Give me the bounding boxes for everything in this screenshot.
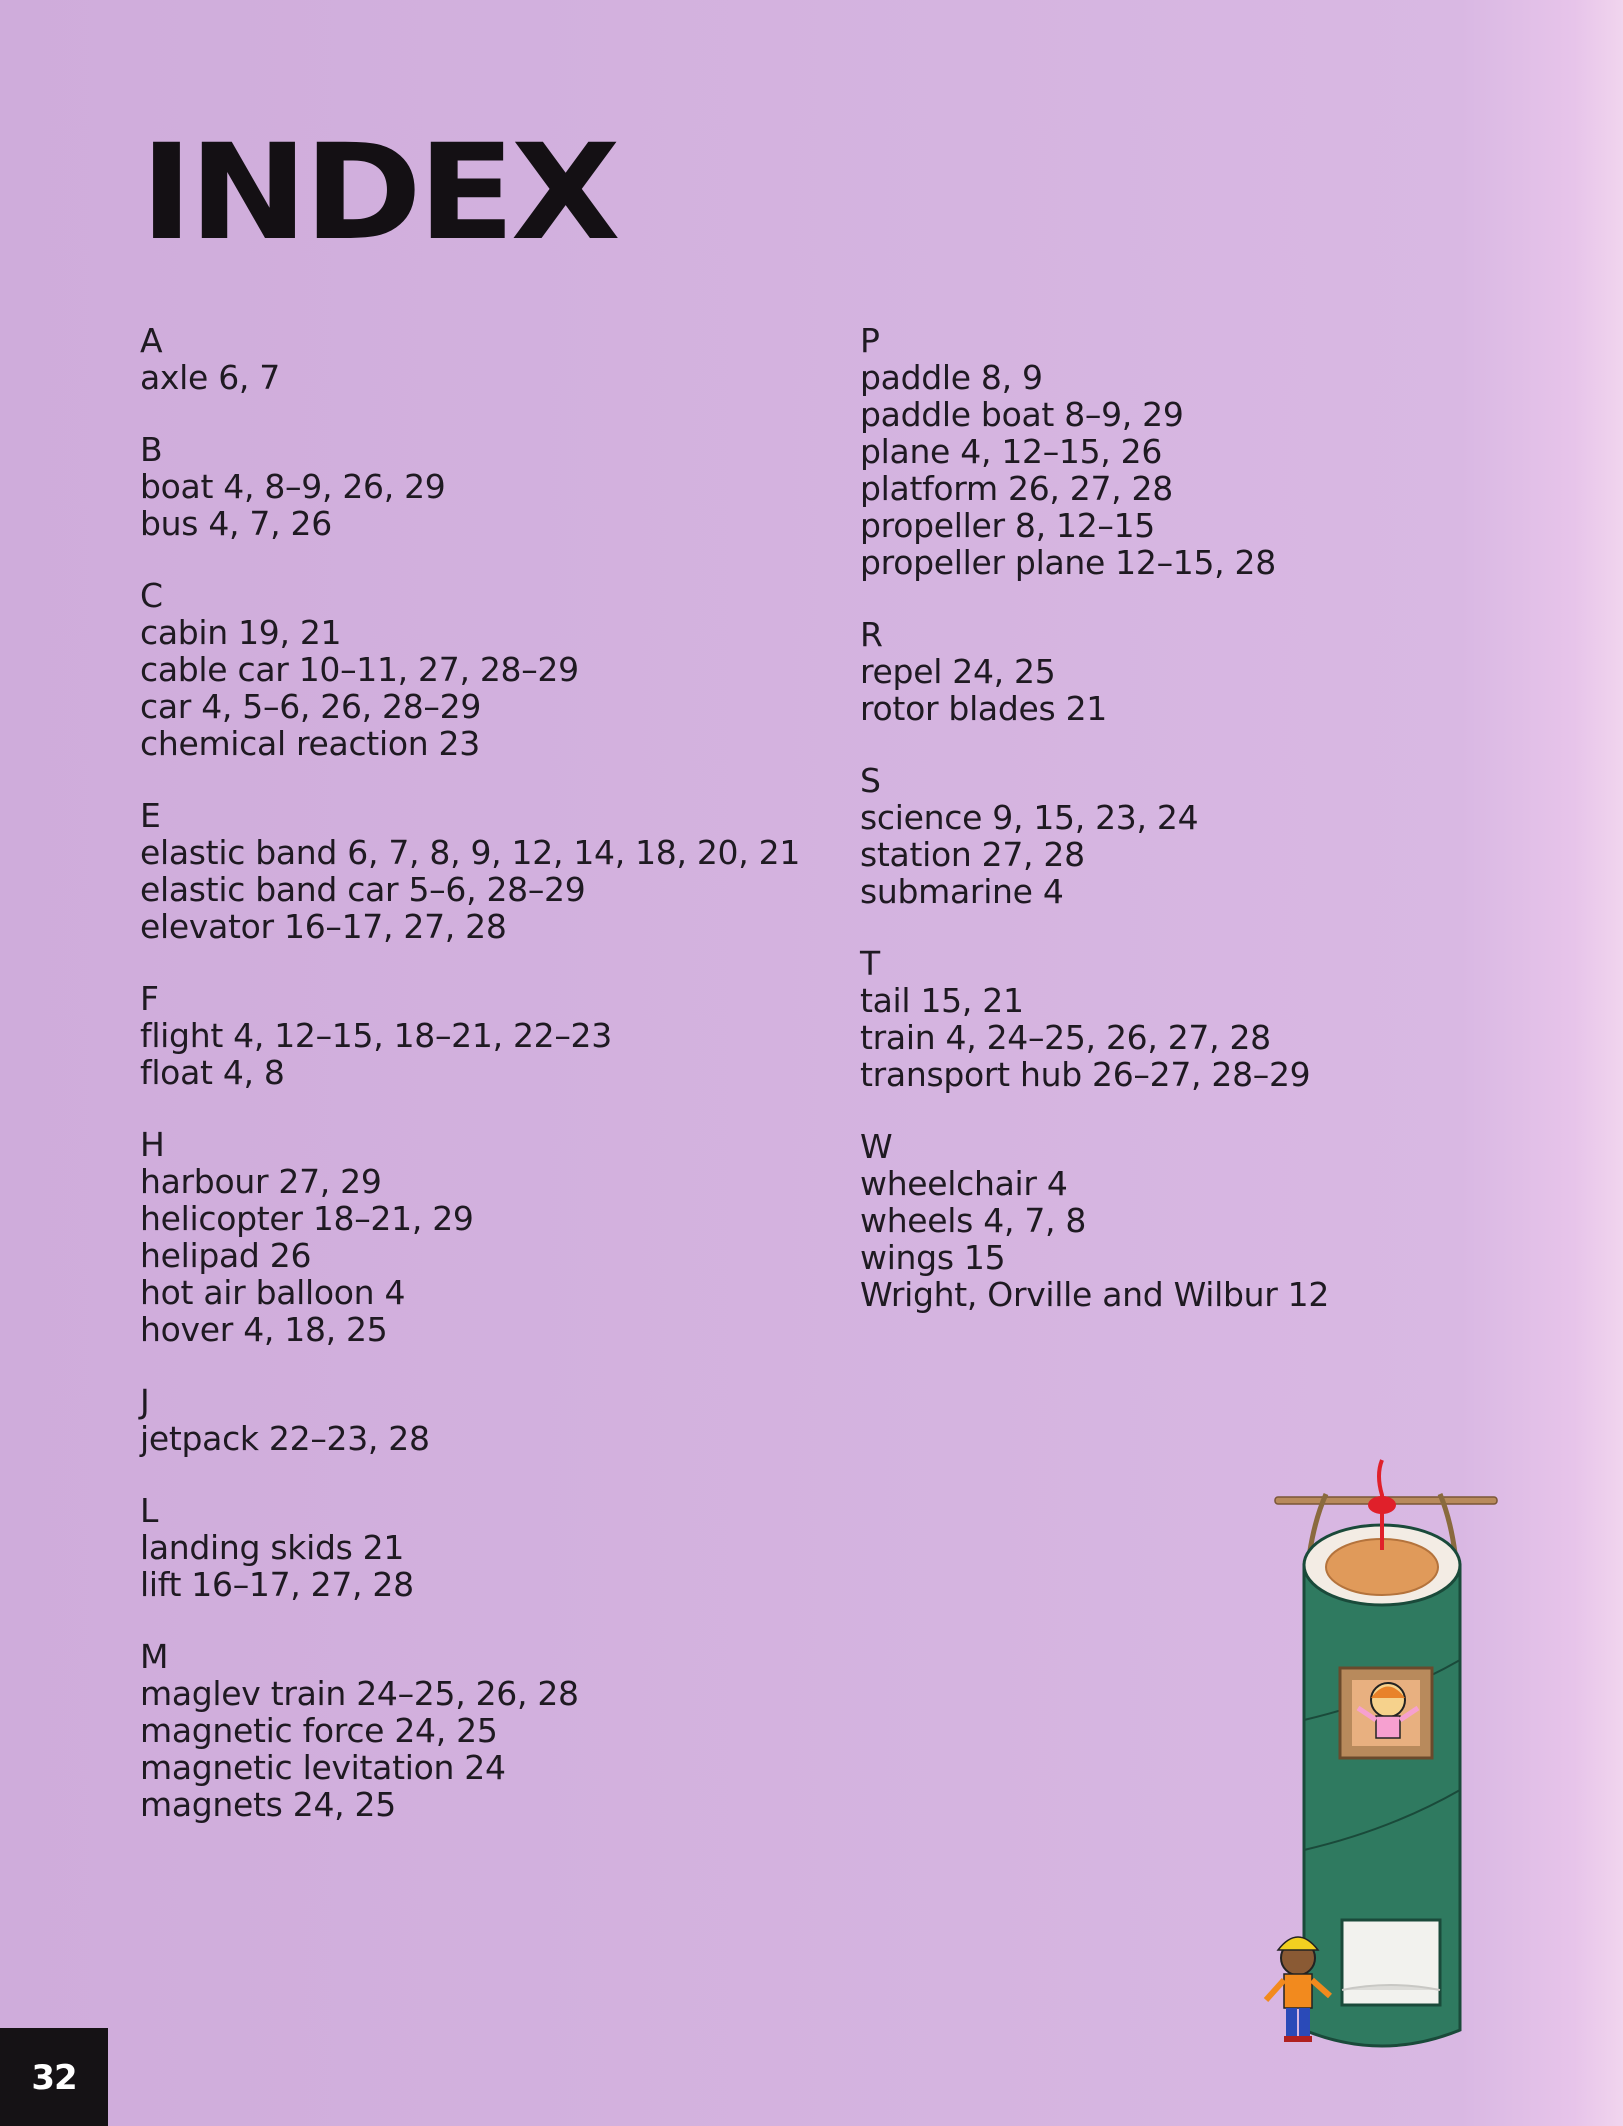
index-entry-list <box>140 1163 840 1348</box>
index-letter: J <box>140 1382 150 1421</box>
boy-body <box>1284 1974 1312 2008</box>
index-entry: wings 15 <box>860 1238 1006 1277</box>
cardboard-tube-elevator-illustration <box>1240 1450 1520 2060</box>
index-entry: elastic band car 5–6, 28–29 <box>140 870 586 909</box>
index-entry: science 9, 15, 23, 24 <box>860 798 1199 837</box>
index-entry-list <box>140 1017 840 1091</box>
index-entry: lift 16–17, 27, 28 <box>140 1565 414 1604</box>
index-entry: elastic band 6, 7, 8, 9, 12, 14, 18, 20, 21 <box>140 833 801 872</box>
index-group-a <box>140 322 840 396</box>
index-letter: W <box>860 1127 893 1166</box>
index-letter: E <box>140 796 161 835</box>
index-letter: R <box>860 615 883 654</box>
lower-window <box>1342 1920 1440 2005</box>
index-letter: C <box>140 576 163 615</box>
index-group-t <box>860 945 1560 1093</box>
index-entry: helipad 26 <box>140 1236 312 1275</box>
index-group-h <box>140 1126 840 1348</box>
index-group-r <box>860 616 1560 727</box>
index-entry: Wright, Orville and Wilbur 12 <box>860 1275 1330 1314</box>
index-entry: wheelchair 4 <box>860 1164 1068 1203</box>
index-entry: station 27, 28 <box>860 835 1085 874</box>
index-entry: hot air balloon 4 <box>140 1273 406 1312</box>
index-entry: helicopter 18–21, 29 <box>140 1199 474 1238</box>
index-entry: wheels 4, 7, 8 <box>860 1201 1087 1240</box>
index-entry: car 4, 5–6, 26, 28–29 <box>140 687 482 726</box>
index-entry: magnetic levitation 24 <box>140 1748 506 1787</box>
index-entry: flight 4, 12–15, 18–21, 22–23 <box>140 1016 612 1055</box>
index-group-w <box>860 1128 1560 1313</box>
index-entry: maglev train 24–25, 26, 28 <box>140 1674 579 1713</box>
index-entry: paddle boat 8–9, 29 <box>860 395 1184 434</box>
index-group-p <box>860 322 1560 581</box>
index-entry-list <box>860 799 1560 910</box>
index-letter: H <box>140 1125 165 1164</box>
red-knot <box>1368 1496 1396 1514</box>
index-letter: P <box>860 321 880 360</box>
index-entry-list <box>860 653 1560 727</box>
index-entry-list <box>140 1675 840 1823</box>
index-group-c <box>140 577 840 762</box>
index-letter: A <box>140 321 163 360</box>
index-group-e <box>140 797 840 945</box>
page-number: 32 <box>31 2058 77 2098</box>
index-group-f <box>140 980 840 1091</box>
index-letter: L <box>140 1491 159 1530</box>
index-entry: harbour 27, 29 <box>140 1162 382 1201</box>
index-entry: repel 24, 25 <box>860 652 1056 691</box>
index-letter: S <box>860 761 881 800</box>
index-letter: T <box>860 944 880 983</box>
index-column-left <box>140 322 840 1858</box>
index-entry: tail 15, 21 <box>860 981 1024 1020</box>
index-entry: elevator 16–17, 27, 28 <box>140 907 507 946</box>
index-entry: platform 26, 27, 28 <box>860 469 1173 508</box>
index-entry: bus 4, 7, 26 <box>140 504 332 543</box>
index-group-m <box>140 1638 840 1823</box>
index-letter: B <box>140 430 163 469</box>
index-entry: cabin 19, 21 <box>140 613 342 652</box>
index-entry-list <box>860 359 1560 581</box>
index-group-b <box>140 431 840 542</box>
index-group-l <box>140 1492 840 1603</box>
index-entry-list <box>140 834 840 945</box>
index-entry: paddle 8, 9 <box>860 358 1043 397</box>
index-letter: M <box>140 1637 169 1676</box>
index-entry: cable car 10–11, 27, 28–29 <box>140 650 579 689</box>
index-entry: float 4, 8 <box>140 1053 285 1092</box>
index-entry-list <box>860 982 1560 1093</box>
index-entry-list <box>140 359 840 396</box>
index-entry-list <box>140 614 840 762</box>
index-entry: propeller plane 12–15, 28 <box>860 543 1276 582</box>
index-entry: axle 6, 7 <box>140 358 280 397</box>
index-entry: rotor blades 21 <box>860 689 1107 728</box>
index-group-s <box>860 762 1560 910</box>
index-entry: jetpack 22–23, 28 <box>140 1419 430 1458</box>
girl-body <box>1376 1716 1400 1738</box>
index-entry: propeller 8, 12–15 <box>860 506 1155 545</box>
index-entry-list <box>140 1420 840 1457</box>
index-entry: magnets 24, 25 <box>140 1785 396 1824</box>
index-column-right <box>860 322 1560 1348</box>
index-entry: magnetic force 24, 25 <box>140 1711 498 1750</box>
index-entry: plane 4, 12–15, 26 <box>860 432 1163 471</box>
index-letter: F <box>140 979 159 1018</box>
index-entry-list <box>140 468 840 542</box>
page-title: INDEX <box>140 116 617 270</box>
index-entry: landing skids 21 <box>140 1528 405 1567</box>
index-entry: hover 4, 18, 25 <box>140 1310 388 1349</box>
index-group-j <box>140 1383 840 1457</box>
index-entry: submarine 4 <box>860 872 1064 911</box>
index-entry: transport hub 26–27, 28–29 <box>860 1055 1311 1094</box>
index-entry: train 4, 24–25, 26, 27, 28 <box>860 1018 1271 1057</box>
index-entry: chemical reaction 23 <box>140 724 480 763</box>
index-entry: boat 4, 8–9, 26, 29 <box>140 467 446 506</box>
index-entry-list <box>140 1529 840 1603</box>
index-entry-list <box>860 1165 1560 1313</box>
